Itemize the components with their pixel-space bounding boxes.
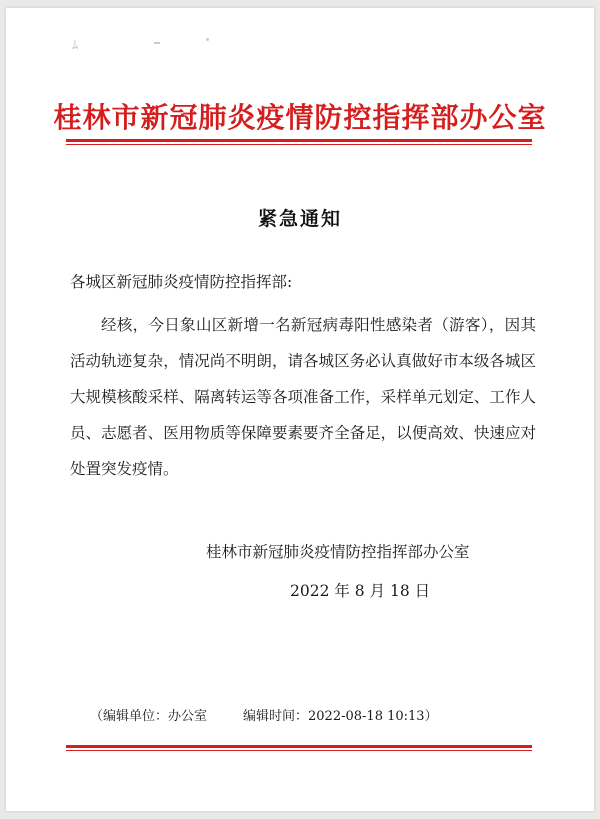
org-header: 桂林市新冠肺炎疫情防控指挥部办公室 bbox=[53, 101, 547, 134]
notice-body: 经核，今日象山区新增一名新冠病毒阳性感染者（游客），因其活动轨迹复杂，情况尚不明朗，请各城区务必认真做好市本级各城区大规模核酸采样、隔离转运等各项准备工作，采样单元划定、工作人员、志愿者、医用物质等保障要素要齐全备足，以便高效、快速应对处置突发疫情。 bbox=[70, 316, 536, 478]
footer-rule-thick bbox=[66, 745, 532, 748]
scan-artifact bbox=[154, 42, 160, 44]
edit-unit: （编辑单位：办公室 bbox=[90, 709, 208, 724]
header-rule-thick bbox=[66, 139, 532, 142]
salutation: 各城区新冠肺炎疫情防控指挥部: bbox=[70, 273, 293, 291]
edit-time: 编辑时间：2022-08-18 10:13） bbox=[243, 709, 438, 724]
issue-date: 2022 年 8 月 18 日 bbox=[290, 582, 431, 600]
scan-artifact bbox=[206, 38, 209, 41]
header-rule-thin bbox=[66, 144, 532, 145]
footer-rule-thin bbox=[66, 750, 532, 751]
footer-meta bbox=[90, 705, 438, 724]
document-page bbox=[6, 8, 594, 811]
signature: 桂林市新冠肺炎疫情防控指挥部办公室 bbox=[206, 543, 470, 561]
scan-artifact: ﾑ bbox=[72, 38, 79, 52]
notice-title: 紧急通知 bbox=[257, 208, 342, 230]
